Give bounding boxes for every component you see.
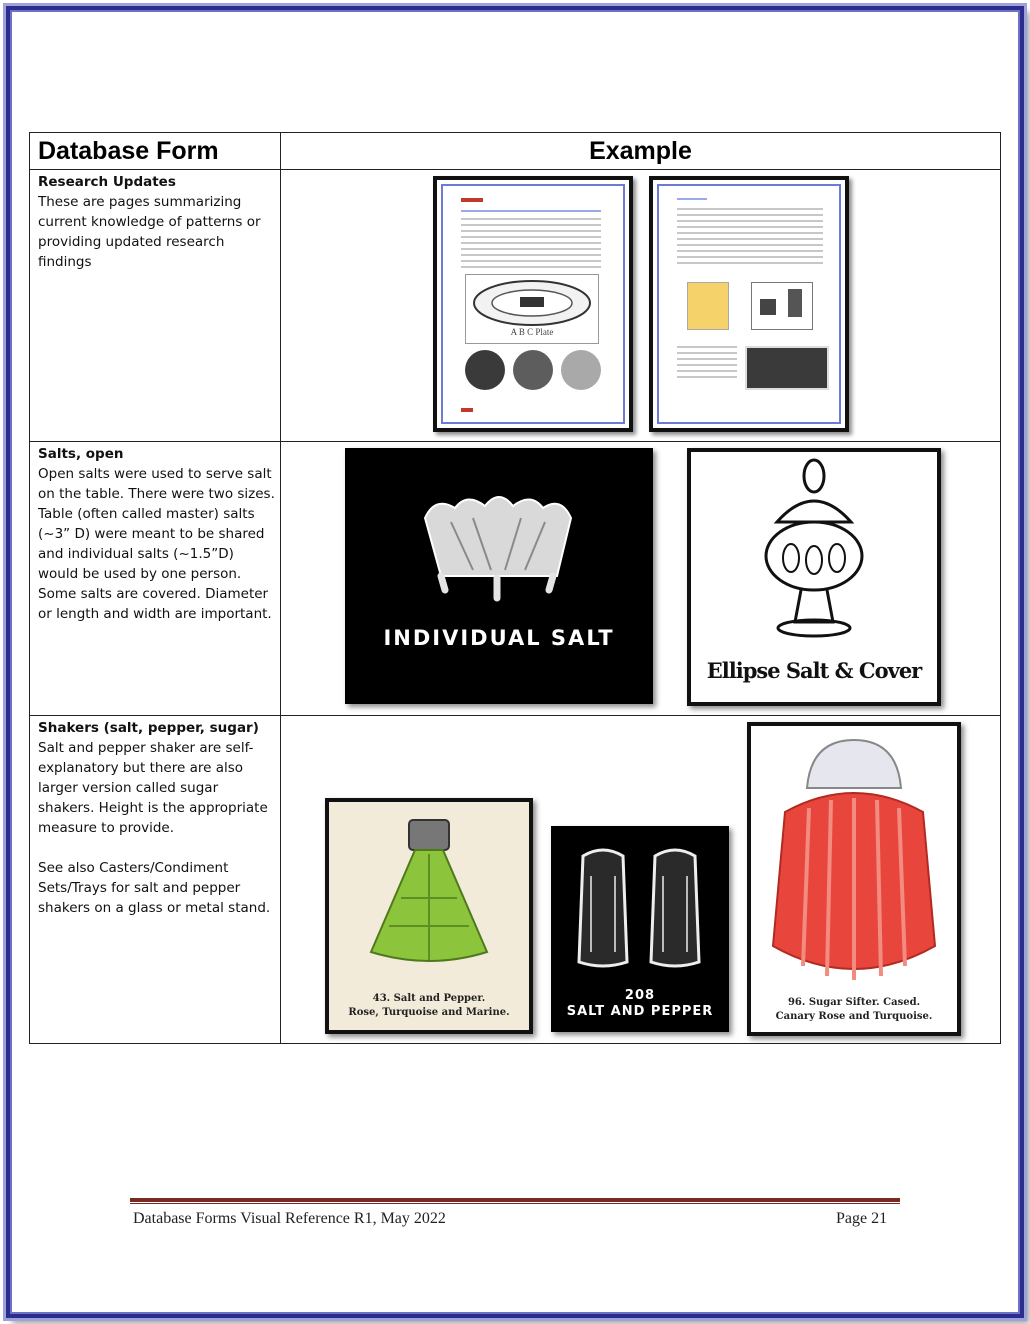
sugar-sifter-image (747, 722, 961, 1036)
ellipse-caption: Ellipse Salt & Cover (706, 658, 922, 683)
sugar-sifter-caption-line2: Canary Rose and Turquoise. (775, 1011, 933, 1022)
header-example: Example (281, 133, 1001, 170)
reference-table (29, 132, 1001, 1044)
covered-salt-icon (691, 452, 937, 652)
footer-rule (130, 1198, 900, 1202)
example-cell (281, 170, 1001, 442)
row-description: These are pages summarizing current knowledge of patterns or providing updated research findings (38, 194, 261, 270)
green-shaker-icon (329, 802, 529, 982)
example-cell (281, 442, 1001, 716)
footer-page-number: Page 21 (836, 1210, 888, 1227)
row-title: Salts, open (38, 446, 124, 462)
individual-salt-image (345, 448, 653, 704)
example-cell (281, 716, 1001, 1044)
form-cell (30, 170, 281, 442)
row-description: Open salts were used to serve salt on the table. There were two sizes. Table (often called master) salts (~3” D) were meant to be shared and individual salts (~1.5”D) would be used by one person. Some salts are covered. Diameter or length and width are important. (38, 466, 275, 622)
green-shaker-image (325, 798, 533, 1034)
individual-salt-caption: INDIVIDUAL SALT (383, 626, 615, 650)
sugar-sifter-icon (751, 726, 957, 990)
table-row (30, 170, 1001, 442)
row-title: Shakers (salt, pepper, sugar) (38, 720, 259, 736)
salt-pepper-caption: SALT AND PEPPER (566, 1004, 714, 1019)
salt-and-pepper-image (551, 826, 729, 1032)
table-row (30, 442, 1001, 716)
salt-pepper-number: 208 (624, 988, 656, 1003)
form-cell (30, 716, 281, 1044)
header-database-form: Database Form (30, 133, 281, 170)
form-cell (30, 442, 281, 716)
sugar-sifter-caption-line1: 96. Sugar Sifter. Cased. (787, 997, 921, 1008)
shaker-caption-line1: 43. Salt and Pepper. (372, 993, 486, 1004)
plate-caption: A B C Plate (510, 327, 554, 337)
ellipse-salt-image (687, 448, 941, 706)
footer-rule-thin (130, 1203, 900, 1204)
research-page-thumbnail (649, 176, 849, 432)
salt-dish-icon (345, 448, 653, 628)
footer-document-title: Database Forms Visual Reference R1, May 2022 (133, 1210, 446, 1227)
shaker-caption-line2: Rose, Turquoise and Marine. (348, 1007, 510, 1018)
table-header-row (30, 133, 1001, 170)
row-title: Research Updates (38, 174, 176, 190)
research-page-thumbnail (433, 176, 633, 432)
salt-pepper-pair-icon (551, 826, 729, 986)
table-row (30, 716, 1001, 1044)
row-description: Salt and pepper shaker are self-explanatory but there are also larger version called sugar shakers. Height is the appropriate measure to provide. See also Casters/Condiment Sets/Trays for salt and pepper shakers on a glass or metal stand. (38, 740, 271, 916)
